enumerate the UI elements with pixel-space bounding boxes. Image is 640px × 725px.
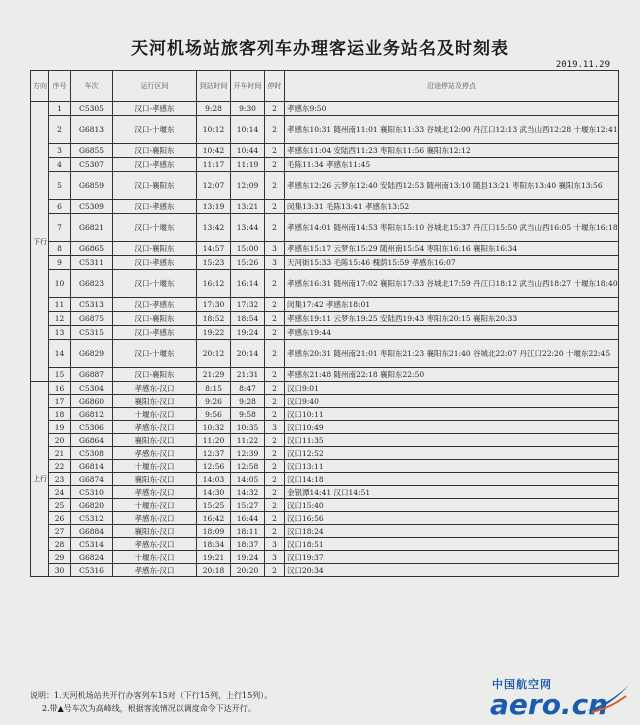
stop-duration-cell: 2: [265, 434, 285, 447]
stops-cell: 汉口20:34: [285, 564, 619, 577]
table-row: [31, 312, 619, 326]
departure-time-cell: 17:32: [231, 298, 265, 312]
route-cell: 汉口-十堰东: [113, 214, 197, 242]
stops-cell: 孝感东15:17 云梦东15:29 随州南15:54 枣阳东16:16 襄阳东16:34: [285, 242, 619, 256]
route-cell: 汉口-襄阳东: [113, 242, 197, 256]
train-number-cell: C5304: [71, 382, 113, 395]
stops-cell: 天河街15:33 毛陈15:46 槐荫15:59 孝感东16:07: [285, 256, 619, 270]
airplane-icon: [586, 682, 630, 716]
row-number-cell: 25: [49, 499, 71, 512]
header-stops: 沿途停站及停点: [285, 71, 619, 102]
row-number-cell: 19: [49, 421, 71, 434]
arrival-time-cell: 14:30: [197, 486, 231, 499]
stops-cell: 孝感东14:01 随州南14:53 枣阳东15:10 谷城北15:37 丹江口15:50 武当山西16:05 十堰东16:18: [285, 214, 619, 242]
stop-duration-cell: 2: [265, 512, 285, 525]
departure-time-cell: 13:21: [231, 200, 265, 214]
table-row: [31, 158, 619, 172]
arrival-time-cell: 11:17: [197, 158, 231, 172]
stop-duration-cell: 2: [265, 368, 285, 382]
row-number-cell: 20: [49, 434, 71, 447]
stops-cell: 汉口14:18: [285, 473, 619, 486]
train-number-cell: G6884: [71, 525, 113, 538]
schedule-table: [30, 70, 619, 577]
train-number-cell: G6855: [71, 144, 113, 158]
stops-cell: 金银潭14:41 汉口14:51: [285, 486, 619, 499]
stops-cell: 孝感东19:44: [285, 326, 619, 340]
train-number-cell: G6824: [71, 551, 113, 564]
route-cell: 汉口-襄阳东: [113, 172, 197, 200]
document-date: 2019.11.29: [555, 60, 610, 70]
departure-time-cell: 19:24: [231, 551, 265, 564]
table-row: [31, 214, 619, 242]
table-header-row: [31, 71, 619, 102]
stops-cell: 汉口10:49: [285, 421, 619, 434]
train-number-cell: G6823: [71, 270, 113, 298]
route-cell: 汉口-十堰东: [113, 270, 197, 298]
table-row: [31, 242, 619, 256]
departure-time-cell: 19:24: [231, 326, 265, 340]
arrival-time-cell: 18:52: [197, 312, 231, 326]
logo-english-text: aero.cn: [490, 688, 609, 721]
table-row: [31, 326, 619, 340]
route-cell: 汉口-十堰东: [113, 116, 197, 144]
stops-cell: 汉口18:51: [285, 538, 619, 551]
arrival-time-cell: 8:15: [197, 382, 231, 395]
route-cell: 汉口-襄阳东: [113, 312, 197, 326]
route-cell: 汉口-孝感东: [113, 326, 197, 340]
row-number-cell: 26: [49, 512, 71, 525]
stop-duration-cell: 2: [265, 447, 285, 460]
table-row: [31, 270, 619, 298]
logo-chinese-text: 中国航空网: [492, 678, 552, 691]
route-cell: 襄阳东-汉口: [113, 473, 197, 486]
departure-time-cell: 13:44: [231, 214, 265, 242]
stops-cell: 孝感东20:31 随州南21:01 枣阳东21:23 襄阳东21:40 谷城北22:07 丹江口22:20 十堰东22:45: [285, 340, 619, 368]
route-cell: 孝感东-汉口: [113, 486, 197, 499]
departure-time-cell: 21:31: [231, 368, 265, 382]
stops-cell: 孝感东11:04 安陆西11:23 枣阳东11:56 襄阳东12:12: [285, 144, 619, 158]
page-title: 天河机场站旅客列车办理客运业务站名及时刻表: [131, 39, 509, 59]
row-number-cell: 24: [49, 486, 71, 499]
stops-cell: 孝感东10:31 随州南11:01 襄阳东11:33 谷城北12:00 丹江口12:13 武当山西12:28 十堰东12:41: [285, 116, 619, 144]
arrival-time-cell: 20:12: [197, 340, 231, 368]
row-number-cell: 17: [49, 395, 71, 408]
stop-duration-cell: 2: [265, 564, 285, 577]
arrival-time-cell: 10:32: [197, 421, 231, 434]
row-number-cell: 5: [49, 172, 71, 200]
arrival-time-cell: 13:42: [197, 214, 231, 242]
row-number-cell: 6: [49, 200, 71, 214]
row-number-cell: 21: [49, 447, 71, 460]
departure-time-cell: 10:44: [231, 144, 265, 158]
train-number-cell: G6813: [71, 116, 113, 144]
departure-time-cell: 18:37: [231, 538, 265, 551]
table-row: [31, 460, 619, 473]
stop-duration-cell: 2: [265, 395, 285, 408]
arrival-time-cell: 19:22: [197, 326, 231, 340]
train-number-cell: G6875: [71, 312, 113, 326]
row-number-cell: 14: [49, 340, 71, 368]
row-number-cell: 9: [49, 256, 71, 270]
stops-cell: 汉口16:56: [285, 512, 619, 525]
arrival-time-cell: 21:29: [197, 368, 231, 382]
arrival-time-cell: 17:30: [197, 298, 231, 312]
train-number-cell: C5308: [71, 447, 113, 460]
train-number-cell: G6887: [71, 368, 113, 382]
departure-time-cell: 9:30: [231, 102, 265, 116]
departure-time-cell: 15:26: [231, 256, 265, 270]
stop-duration-cell: 3: [265, 242, 285, 256]
stops-cell: 孝感东21:48 随州南22:18 襄阳东22:50: [285, 368, 619, 382]
stop-duration-cell: 2: [265, 408, 285, 421]
train-number-cell: G6829: [71, 340, 113, 368]
stop-duration-cell: 2: [265, 525, 285, 538]
stops-cell: 汉口18:24: [285, 525, 619, 538]
stop-duration-cell: 2: [265, 312, 285, 326]
route-cell: 汉口-孝感东: [113, 256, 197, 270]
train-number-cell: C5315: [71, 326, 113, 340]
stop-duration-cell: 2: [265, 499, 285, 512]
row-number-cell: 13: [49, 326, 71, 340]
train-number-cell: G6864: [71, 434, 113, 447]
train-number-cell: G6812: [71, 408, 113, 421]
stop-duration-cell: 2: [265, 270, 285, 298]
departure-time-cell: 12:58: [231, 460, 265, 473]
stop-duration-cell: 2: [265, 172, 285, 200]
stops-cell: 孝感东12:26 云梦东12:40 安陆西12:53 随州南13:10 随县13:21 枣阳东13:40 襄阳东13:56: [285, 172, 619, 200]
train-number-cell: C5316: [71, 564, 113, 577]
train-number-cell: C5309: [71, 200, 113, 214]
schedule-body: [31, 102, 619, 577]
arrival-time-cell: 20:18: [197, 564, 231, 577]
stops-cell: 汉口12:52: [285, 447, 619, 460]
row-number-cell: 15: [49, 368, 71, 382]
arrival-time-cell: 9:56: [197, 408, 231, 421]
departure-time-cell: 15:27: [231, 499, 265, 512]
arrival-time-cell: 12:56: [197, 460, 231, 473]
train-number-cell: C5312: [71, 512, 113, 525]
table-row: [31, 395, 619, 408]
stop-duration-cell: 2: [265, 116, 285, 144]
departure-time-cell: 18:54: [231, 312, 265, 326]
route-cell: 汉口-襄阳东: [113, 368, 197, 382]
route-cell: 十堰东-汉口: [113, 460, 197, 473]
watermark-logo: [482, 676, 632, 722]
departure-time-cell: 10:35: [231, 421, 265, 434]
row-number-cell: 18: [49, 408, 71, 421]
departure-time-cell: 12:39: [231, 447, 265, 460]
departure-time-cell: 10:14: [231, 116, 265, 144]
row-number-cell: 7: [49, 214, 71, 242]
arrival-time-cell: 11:20: [197, 434, 231, 447]
departure-time-cell: 11:19: [231, 158, 265, 172]
route-cell: 汉口-孝感东: [113, 200, 197, 214]
arrival-time-cell: 18:34: [197, 538, 231, 551]
row-number-cell: 3: [49, 144, 71, 158]
header-stop-time: 停时: [265, 71, 285, 102]
row-number-cell: 22: [49, 460, 71, 473]
row-number-cell: 30: [49, 564, 71, 577]
departure-time-cell: 8:47: [231, 382, 265, 395]
table-row: [31, 144, 619, 158]
stop-duration-cell: 2: [265, 340, 285, 368]
table-row: [31, 102, 619, 116]
stops-cell: 汉口15:40: [285, 499, 619, 512]
table-row: [31, 499, 619, 512]
table-row: [31, 421, 619, 434]
arrival-time-cell: 10:42: [197, 144, 231, 158]
stops-cell: 孝感东16:31 随州南17:02 襄阳东17:33 谷城北17:59 丹江口18:12 武当山西18:27 十堰东18:40: [285, 270, 619, 298]
route-cell: 汉口-孝感东: [113, 158, 197, 172]
stop-duration-cell: 2: [265, 144, 285, 158]
table-row: [31, 408, 619, 421]
row-number-cell: 12: [49, 312, 71, 326]
table-row: [31, 116, 619, 144]
arrival-time-cell: 19:21: [197, 551, 231, 564]
stops-cell: 汉口10:11: [285, 408, 619, 421]
header-number: 序号: [49, 71, 71, 102]
stops-cell: 汉口9:40: [285, 395, 619, 408]
stops-cell: 闵集17:42 孝感东18:01: [285, 298, 619, 312]
direction-up-cell: 上行: [31, 382, 49, 577]
stops-cell: 汉口11:35: [285, 434, 619, 447]
departure-time-cell: 11:22: [231, 434, 265, 447]
stop-duration-cell: 2: [265, 326, 285, 340]
departure-time-cell: 20:14: [231, 340, 265, 368]
stops-cell: 孝感东19:11 云梦东19:25 安陆西19:43 枣阳东20:15 襄阳东20:33: [285, 312, 619, 326]
arrival-time-cell: 9:28: [197, 102, 231, 116]
row-number-cell: 1: [49, 102, 71, 116]
table-row: [31, 368, 619, 382]
departure-time-cell: 20:20: [231, 564, 265, 577]
row-number-cell: 23: [49, 473, 71, 486]
train-number-cell: G6814: [71, 460, 113, 473]
route-cell: 孝感东-汉口: [113, 421, 197, 434]
row-number-cell: 4: [49, 158, 71, 172]
table-row: [31, 486, 619, 499]
route-cell: 孝感东-汉口: [113, 538, 197, 551]
departure-time-cell: 12:09: [231, 172, 265, 200]
train-number-cell: C5311: [71, 256, 113, 270]
table-row: [31, 512, 619, 525]
table-row: [31, 298, 619, 312]
stops-cell: 汉口13:11: [285, 460, 619, 473]
header-train: 车次: [71, 71, 113, 102]
arrival-time-cell: 10:12: [197, 116, 231, 144]
departure-time-cell: 18:11: [231, 525, 265, 538]
table-row: [31, 172, 619, 200]
train-number-cell: C5305: [71, 102, 113, 116]
table-row: [31, 551, 619, 564]
stop-duration-cell: 2: [265, 102, 285, 116]
stop-duration-cell: 3: [265, 421, 285, 434]
train-number-cell: C5306: [71, 421, 113, 434]
table-row: [31, 538, 619, 551]
arrival-time-cell: 16:42: [197, 512, 231, 525]
row-number-cell: 8: [49, 242, 71, 256]
stops-cell: 毛陈11:34 孝感东11:45: [285, 158, 619, 172]
row-number-cell: 28: [49, 538, 71, 551]
stops-cell: 闵集13:31 毛陈13:41 孝感东13:52: [285, 200, 619, 214]
arrival-time-cell: 15:23: [197, 256, 231, 270]
row-number-cell: 2: [49, 116, 71, 144]
train-number-cell: C5313: [71, 298, 113, 312]
departure-time-cell: 9:28: [231, 395, 265, 408]
train-number-cell: G6820: [71, 499, 113, 512]
route-cell: 汉口-襄阳东: [113, 144, 197, 158]
stops-cell: 汉口19:37: [285, 551, 619, 564]
arrival-time-cell: 12:37: [197, 447, 231, 460]
stop-duration-cell: 2: [265, 298, 285, 312]
departure-time-cell: 9:58: [231, 408, 265, 421]
table-row: [31, 382, 619, 395]
row-number-cell: 16: [49, 382, 71, 395]
train-number-cell: C5310: [71, 486, 113, 499]
route-cell: 孝感东-汉口: [113, 447, 197, 460]
stops-cell: 汉口9:01: [285, 382, 619, 395]
train-number-cell: C5307: [71, 158, 113, 172]
row-number-cell: 11: [49, 298, 71, 312]
arrival-time-cell: 18:09: [197, 525, 231, 538]
header-arrival: 到站时间: [197, 71, 231, 102]
route-cell: 汉口-十堰东: [113, 340, 197, 368]
row-number-cell: 10: [49, 270, 71, 298]
arrival-time-cell: 13:19: [197, 200, 231, 214]
route-cell: 汉口-孝感东: [113, 298, 197, 312]
stop-duration-cell: 3: [265, 538, 285, 551]
table-row: [31, 447, 619, 460]
table-row: [31, 434, 619, 447]
note-line-1: 说明：1.天河机场站共开行办客列车15对（下行15列，上行15列）。: [30, 691, 273, 700]
header-departure: 开车时间: [231, 71, 265, 102]
route-cell: 十堰东-汉口: [113, 551, 197, 564]
stops-cell: 孝感东9:50: [285, 102, 619, 116]
route-cell: 汉口-孝感东: [113, 102, 197, 116]
arrival-time-cell: 16:12: [197, 270, 231, 298]
stop-duration-cell: 2: [265, 460, 285, 473]
note-line-2: 2.带▲号车次为高峰线，根据客流情况以调度命令下达开行。: [42, 704, 256, 713]
table-row: [31, 564, 619, 577]
table-row: [31, 256, 619, 270]
arrival-time-cell: 9:26: [197, 395, 231, 408]
stop-duration-cell: 2: [265, 200, 285, 214]
arrival-time-cell: 14:03: [197, 473, 231, 486]
stop-duration-cell: 2: [265, 473, 285, 486]
arrival-time-cell: 12:07: [197, 172, 231, 200]
arrival-time-cell: 14:57: [197, 242, 231, 256]
table-row: [31, 340, 619, 368]
departure-time-cell: 14:05: [231, 473, 265, 486]
route-cell: 襄阳东-汉口: [113, 525, 197, 538]
route-cell: 襄阳东-汉口: [113, 434, 197, 447]
row-number-cell: 29: [49, 551, 71, 564]
header-route: 运行区间: [113, 71, 197, 102]
direction-down-cell: 下行: [31, 102, 49, 382]
route-cell: 十堰东-汉口: [113, 408, 197, 421]
train-number-cell: G6859: [71, 172, 113, 200]
table-row: [31, 525, 619, 538]
stop-duration-cell: 3: [265, 551, 285, 564]
arrival-time-cell: 15:25: [197, 499, 231, 512]
stop-duration-cell: 3: [265, 256, 285, 270]
route-cell: 襄阳东-汉口: [113, 395, 197, 408]
route-cell: 孝感东-汉口: [113, 382, 197, 395]
table-row: [31, 200, 619, 214]
stop-duration-cell: 2: [265, 158, 285, 172]
departure-time-cell: 16:14: [231, 270, 265, 298]
table-row: [31, 473, 619, 486]
departure-time-cell: 14:32: [231, 486, 265, 499]
departure-time-cell: 16:44: [231, 512, 265, 525]
route-cell: 十堰东-汉口: [113, 499, 197, 512]
train-number-cell: G6865: [71, 242, 113, 256]
stop-duration-cell: 2: [265, 486, 285, 499]
route-cell: 孝感东-汉口: [113, 564, 197, 577]
train-number-cell: C5314: [71, 538, 113, 551]
stop-duration-cell: 2: [265, 214, 285, 242]
train-number-cell: G6874: [71, 473, 113, 486]
departure-time-cell: 15:00: [231, 242, 265, 256]
header-direction: 方向: [31, 71, 49, 102]
train-number-cell: G6860: [71, 395, 113, 408]
row-number-cell: 27: [49, 525, 71, 538]
stop-duration-cell: 2: [265, 382, 285, 395]
route-cell: 孝感东-汉口: [113, 512, 197, 525]
train-number-cell: G6821: [71, 214, 113, 242]
